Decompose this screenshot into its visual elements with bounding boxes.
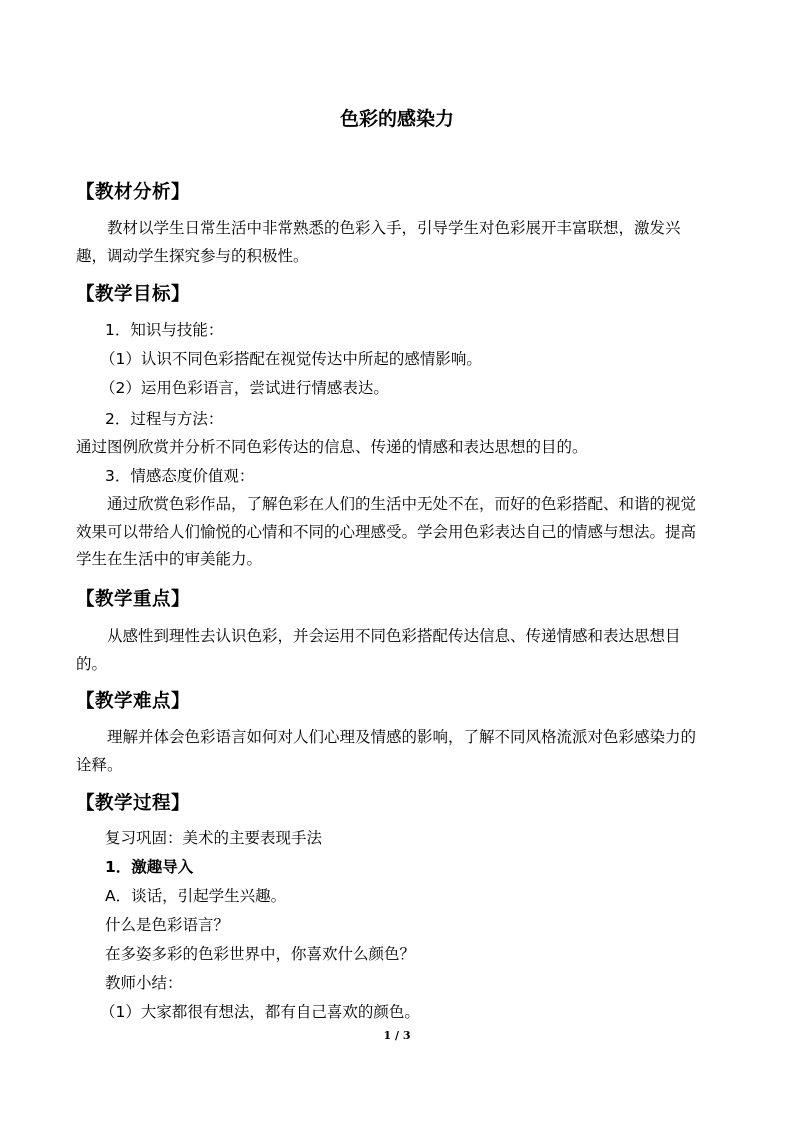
goals-line-3: （2）运用色彩语言，尝试进行情感表达。 [100, 379, 389, 397]
process-line-3: A．谈话，引起学生兴趣。 [105, 887, 287, 905]
process-line-7: （1）大家都很有想法，都有自己喜欢的颜色。 [100, 1003, 420, 1021]
section-heading-key: 【教学重点】 [76, 589, 191, 610]
process-line-6: 教师小结： [105, 974, 183, 992]
goals-line-2: （1）认识不同色彩搭配在视觉传达中所起的感情影响。 [100, 350, 482, 368]
page-number: 1 / 3 [383, 1029, 411, 1042]
process-line-1: 复习巩固：美术的主要表现手法 [105, 829, 323, 847]
difficulty-paragraph: 理解并体会色彩语言如何对人们心理及情感的影响，了解不同风格流派对色彩感染力的诠释。 [76, 728, 697, 774]
goals-line-4: 2．过程与方法： [105, 410, 224, 428]
goals-paragraph: 通过欣赏色彩作品，了解色彩在人们的生活中无处不在，而好的色彩搭配、和谐的视觉效果可以带给人们愉悦的心情和不同的心理感受。学会用色彩表达自己的情感与想法。提高学生在生活中的审美能力。 [76, 495, 697, 568]
section-heading-difficulty: 【教学难点】 [76, 691, 191, 712]
section-heading-analysis: 【教材分析】 [76, 182, 191, 203]
goals-line-1: 1．知识与技能： [105, 321, 224, 339]
key-paragraph: 从感性到理性去认识色彩，并会运用不同色彩搭配传达信息、传递情感和表达思想目的。 [76, 627, 681, 673]
section-heading-goals: 【教学目标】 [76, 284, 191, 305]
analysis-paragraph: 教材以学生日常生活中非常熟悉的色彩入手，引导学生对色彩展开丰富联想，激发兴趣，调动学生探究参与的积极性。 [76, 219, 681, 265]
goals-line-5: 通过图例欣赏并分析不同色彩传达的信息、传递的情感和表达思想的目的。 [76, 438, 588, 456]
process-line-5: 在多姿多彩的色彩世界中，你喜欢什么颜色？ [105, 945, 416, 963]
section-heading-process: 【教学过程】 [76, 793, 191, 814]
process-line-4: 什么是色彩语言？ [105, 916, 230, 934]
goals-line-6: 3．情感态度价值观： [105, 467, 255, 485]
process-line-2: 1．激趣导入 [105, 858, 194, 876]
document-title: 色彩的感染力 [339, 108, 454, 130]
